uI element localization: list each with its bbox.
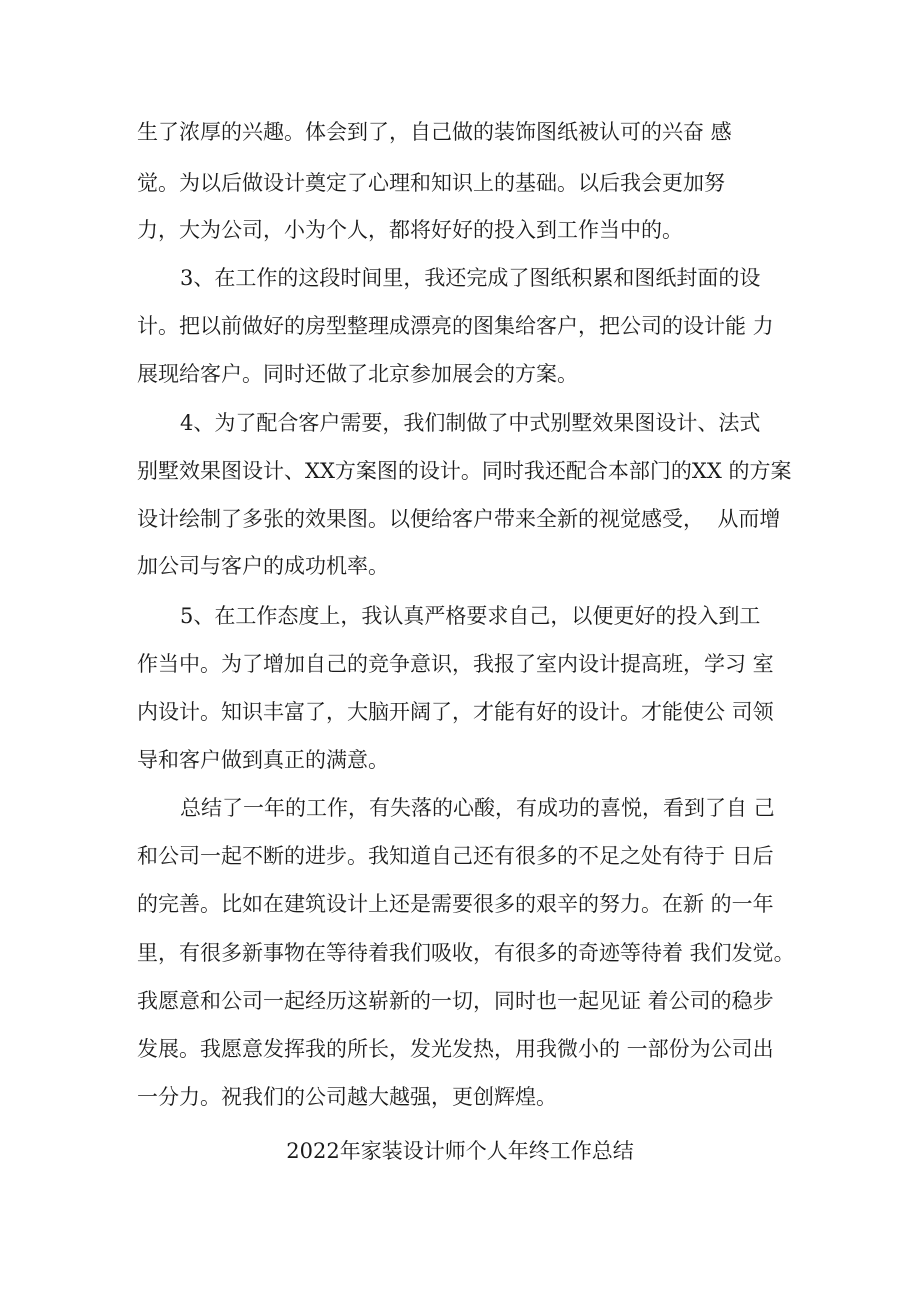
paragraph-line: 3、在工作的这段时间里，我还完成了图纸积累和图纸封面的设	[180, 266, 761, 290]
paragraph-line: 4、为了配合客户需要，我们制做了中式别墅效果图设计、法式	[180, 411, 761, 435]
paragraph-line: 觉。为以后做设计奠定了心理和知识上的基础。以后我会更加努	[137, 171, 725, 195]
paragraph-line: 别墅效果图设计、XX方案图的设计。同时我还配合本部门的XX 的方案	[137, 459, 792, 483]
paragraph-line: 计。把以前做好的房型整理成漂亮的图集给客户，把公司的设计能 力	[137, 314, 774, 338]
paragraph-line: 发展。我愿意发挥我的所长，发光发热，用我微小的 一部份为公司出	[137, 1037, 774, 1061]
paragraph-line: 内设计。知识丰富了，大脑开阔了，才能有好的设计。才能使公 司领	[137, 700, 774, 724]
paragraph-line: 设计绘制了多张的效果图。以便给客户带来全新的视觉感受， 从而增	[137, 507, 781, 531]
paragraph-line: 加公司与客户的成功机率。	[137, 554, 389, 578]
paragraph-line: 5、在工作态度上，我认真严格要求自己，以便更好的投入到工	[180, 604, 761, 628]
paragraph-line: 的完善。比如在建筑设计上还是需要很多的艰辛的努力。在新 的一年	[137, 892, 774, 916]
paragraph-line: 展现给客户。同时还做了北京参加展会的方案。	[137, 362, 578, 386]
section-title: 2022年家装设计师个人年终工作总结	[286, 1139, 634, 1163]
paragraph-line: 力，大为公司，小为个人，都将好好的投入到工作当中的。	[137, 218, 683, 242]
paragraph-line: 总结了一年的工作，有失落的心酸，有成功的喜悦，看到了自 己	[180, 796, 775, 820]
paragraph-line: 作当中。为了增加自己的竞争意识，我报了室内设计提高班，学习 室	[137, 652, 774, 676]
paragraph-line: 一分力。祝我们的公司越大越强，更创辉煌。	[137, 1085, 557, 1109]
paragraph-line: 导和客户做到真正的满意。	[137, 748, 389, 772]
paragraph-line: 里，有很多新事物在等待着我们吸收，有很多的奇迹等待着 我们发觉。	[137, 941, 795, 965]
paragraph-line: 和公司一起不断的进步。我知道自己还有很多的不足之处有待于 日后	[137, 844, 774, 868]
paragraph-line: 生了浓厚的兴趣。体会到了，自己做的装饰图纸被认可的兴奋 感	[137, 120, 732, 144]
paragraph-line: 我愿意和公司一起经历这崭新的一切，同时也一起见证 着公司的稳步	[137, 989, 774, 1013]
